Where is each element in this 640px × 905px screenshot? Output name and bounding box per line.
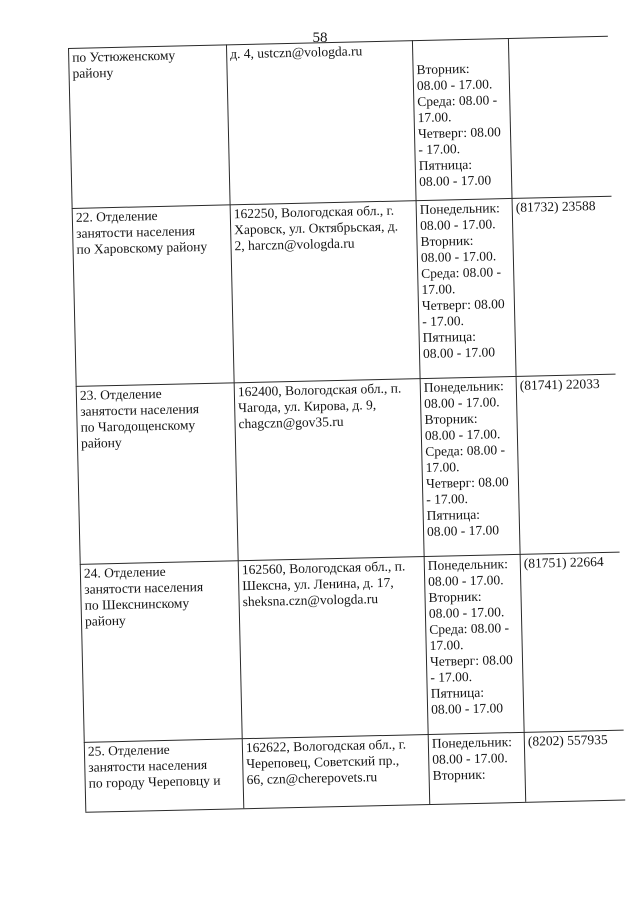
table-row — [80, 552, 624, 743]
phone-cell — [508, 36, 612, 198]
phone-cell: (8202) 557935 — [524, 730, 626, 802]
table-row — [72, 196, 616, 387]
office-name-cell: 25. Отделение занятости населения по городу Череповцу и — [84, 738, 244, 812]
address-cell: 162250, Вологодская обл., г. Харовск, ул. Октябрьская, д. 2, harczn@vologda.ru — [230, 200, 420, 382]
hours-cell: Понедельник: 08.00 - 17.00. Вторник: 08.00 - 17.00. Среда: 08.00 - 17.00. Четверг: 08.00 - 17.00. Пятница: 08.00 - 17.00 — [424, 554, 524, 734]
office-name-cell: 22. Отделение занятости населения по Харовскому району — [72, 204, 234, 386]
office-name-cell: по Устюженскому району — [68, 44, 230, 208]
hours-cell: Понедельник: 08.00 - 17.00. Вторник: 08.00 - 17.00. Среда: 08.00 - 17.00. Четверг: 08.00 - 17.00. Пятница: 08.00 - 17.00 — [416, 198, 516, 378]
hours-cell: Понедельник: 08.00 - 17.00. Вторник: 08.00 - 17.00. Среда: 08.00 - 17.00. Четверг: 08.00 - 17.00. Пятница: 08.00 - 17.00 — [420, 376, 520, 556]
address-cell: 162400, Вологодская обл., п. Чагода, ул. Кирова, д. 9, chagczn@gov35.ru — [234, 378, 424, 560]
office-name-cell: 23. Отделение занятости населения по Чагодощенскому району — [76, 382, 238, 564]
address-cell: 162560, Вологодская обл., п. Шексна, ул. Ленина, д. 17, sheksna.czn@vologda.ru — [238, 556, 428, 738]
page-number: 58 — [312, 30, 328, 46]
phone-cell: (81751) 22664 — [520, 552, 624, 732]
office-name-cell: 24. Отделение занятости населения по Шекснинскому району — [80, 560, 242, 742]
address-cell: д. 4, ustczn@vologda.ru — [226, 40, 416, 204]
table-row — [76, 374, 620, 565]
address-cell: 162622, Вологодская обл., г. Череповец, Советский пр., 66, czn@cherepovets.ru — [242, 734, 430, 808]
table-row — [84, 730, 625, 813]
hours-cell: Понедельник: 08.00 - 17.00. Вторник: — [428, 732, 526, 804]
phone-cell: (81741) 22033 — [516, 374, 620, 554]
table-row — [68, 36, 612, 209]
hours-cell: Вторник: 08.00 - 17.00. Среда: 08.00 - 17.00. Четверг: 08.00 - 17.00. Пятница: 08.00 - 17.00 — [412, 38, 512, 200]
phone-cell: (81732) 23588 — [512, 196, 616, 376]
